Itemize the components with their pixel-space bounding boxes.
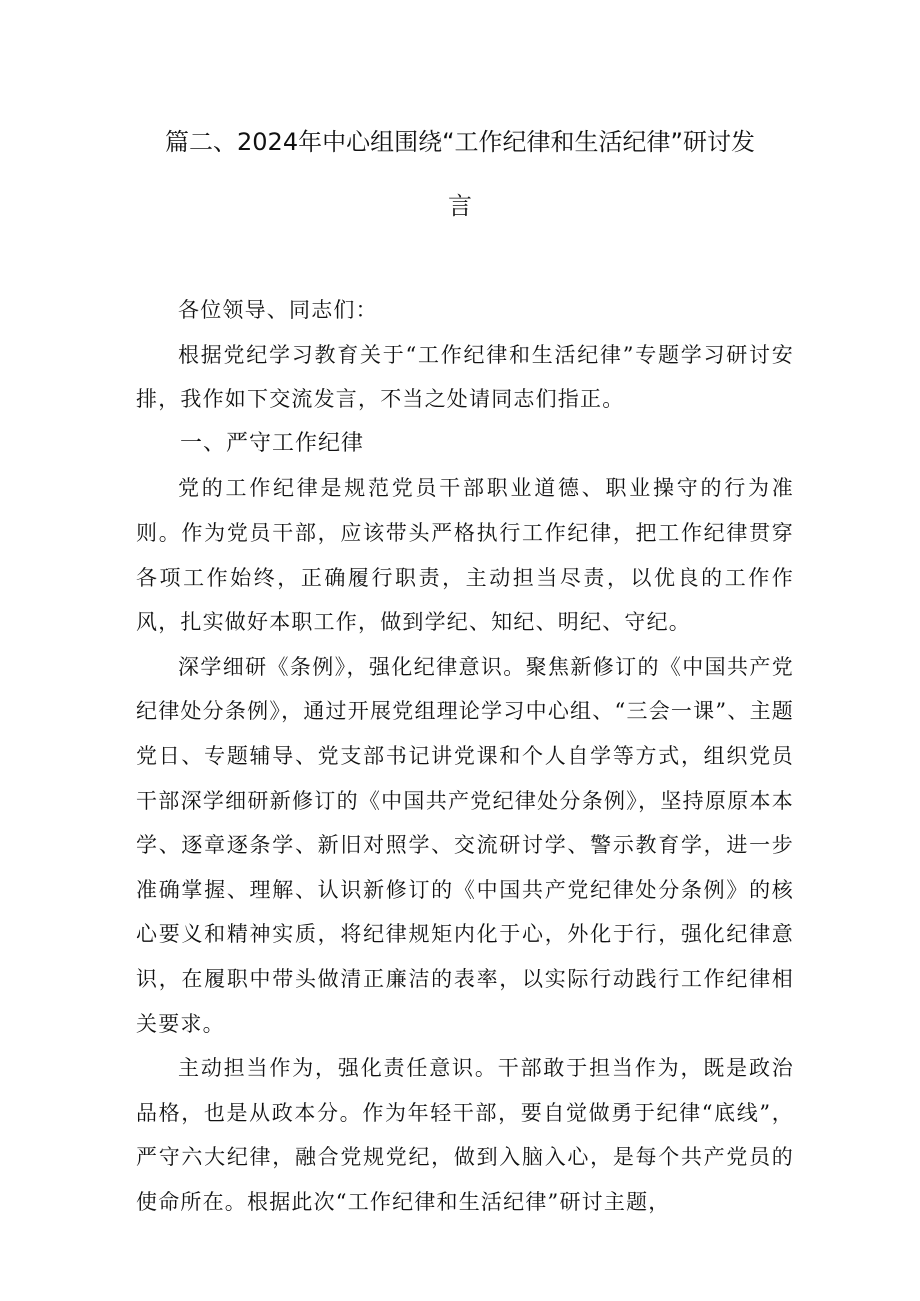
document-title-line-1: 篇二、2024年中心组围绕“工作纪律和生活纪律”研讨发: [165, 128, 755, 156]
intro-paragraph: 根据党纪学习教育关于“工作纪律和生活纪律”专题学习研讨安排，我作如下交流发言，不当之处请同志们指正。: [136, 342, 794, 412]
paragraph-2: 深学细研《条例》，强化纪律意识。聚焦新修订的《中国共产党纪律处分条例》，通过开展党组理论学习中心组、“三会一课”、主题党日、专题辅导、党支部书记讲党课和个人自学等方式，组织党员干部深学细研新修订的《中国共产党纪律处分条例》，坚持原原本本学、逐章逐条学、新旧对照学、交流研讨学、警示教育学，进一步准确掌握、理解、认识新修订的《中国共产党纪律处分条例》的核心要义和精神实质，将纪律规矩内化于心，外化于行，强化纪律意识，在履职中带头做清正廉洁的表率，以实际行动践行工作纪律相关要求。: [136, 654, 794, 1036]
paragraph-1: 党的工作纪律是规范党员干部职业道德、职业操守的行为准则。作为党员干部，应该带头严格执行工作纪律，把工作纪律贯穿各项工作始终，正确履行职责，主动担当尽责，以优良的工作作风，扎实做好本职工作，做到学纪、知纪、明纪、守纪。: [136, 476, 794, 635]
paragraph-3: 主动担当作为，强化责任意识。干部敢于担当作为，既是政治品格，也是从政本分。作为年轻干部，要自觉做勇于纪律“底线”，严守六大纪律，融合党规党纪，做到入脑入心，是每个共产党员的使命所在。根据此次“工作纪律和生活纪律”研讨主题，: [136, 1056, 794, 1214]
document-body: [136, 288, 794, 1224]
document-title-line-2: 言: [448, 192, 472, 220]
salutation: 各位领导、同志们：: [178, 298, 378, 322]
section-1-heading: 一、严守工作纪律: [180, 430, 365, 456]
